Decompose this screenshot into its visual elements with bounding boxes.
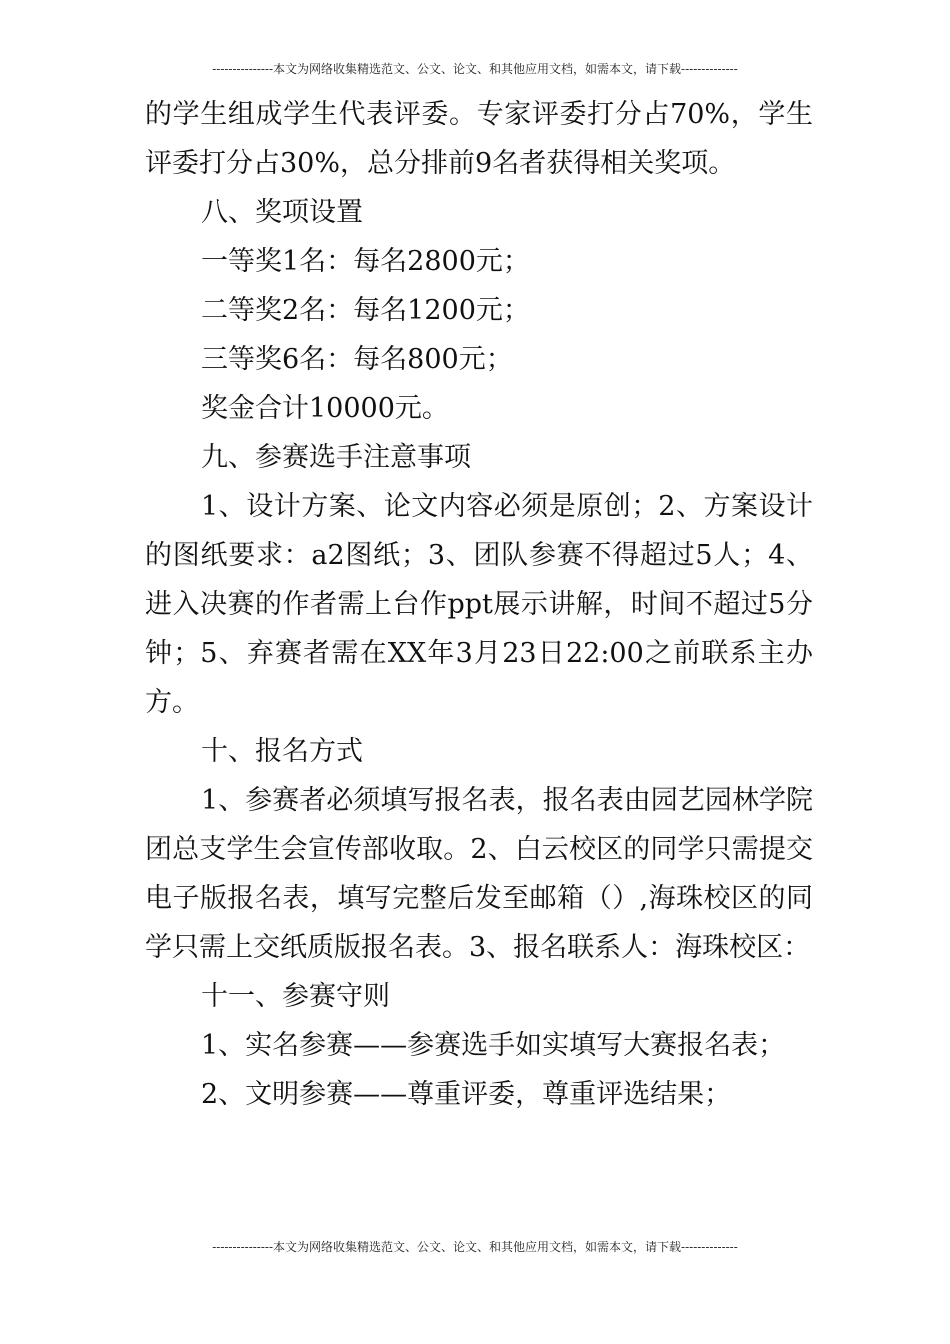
award-total: 奖金合计10000元。 [201, 393, 449, 424]
award-third-prize: 三等奖6名：每名800元； [201, 344, 513, 375]
page-footer: ---------------本文为网络收集精选范文、公文、论文、和其他应用文档，如需本文，请下载-------------- [212, 1240, 738, 1254]
rule-civility: 2、文明参赛——尊重评委，尊重评选结果； [201, 1079, 732, 1110]
page-header: ---------------本文为网络收集精选范文、公文、论文、和其他应用文档，如需本文，请下载-------------- [212, 62, 738, 76]
section-heading-awards: 八、奖项设置 [201, 197, 363, 228]
paragraph-registration: 1、参赛者必须填写报名表，报名表由园艺园林学院团总支学生会宣传部收取。2、白云校区的同学只需提交电子版报名表，填写完整后发至邮箱（）,海珠校区的同学只需上交纸质版报名表。3、报名联系人：海珠校区： [145, 785, 813, 963]
section-heading-notes: 九、参赛选手注意事项 [201, 442, 471, 473]
section-heading-registration: 十、报名方式 [201, 736, 363, 767]
paragraph-judging-weights: 的学生组成学生代表评委。专家评委打分占70%，学生评委打分占30%，总分排前9名者获得相关奖项。 [145, 99, 813, 179]
document-body [145, 90, 813, 1119]
award-second-prize: 二等奖2名：每名1200元； [201, 295, 530, 326]
rule-real-name: 1、实名参赛——参赛选手如实填写大赛报名表； [201, 1030, 786, 1061]
section-heading-rules: 十一、参赛守则 [201, 981, 390, 1012]
award-first-prize: 一等奖1名：每名2800元； [201, 246, 530, 277]
paragraph-notes: 1、设计方案、论文内容必须是原创；2、方案设计的图纸要求：a2图纸；3、团队参赛不得超过5人；4、进入决赛的作者需上台作ppt展示讲解，时间不超过5分钟；5、弃赛者需在XX年3月23日22:00之前联系主办方。 [145, 491, 813, 718]
